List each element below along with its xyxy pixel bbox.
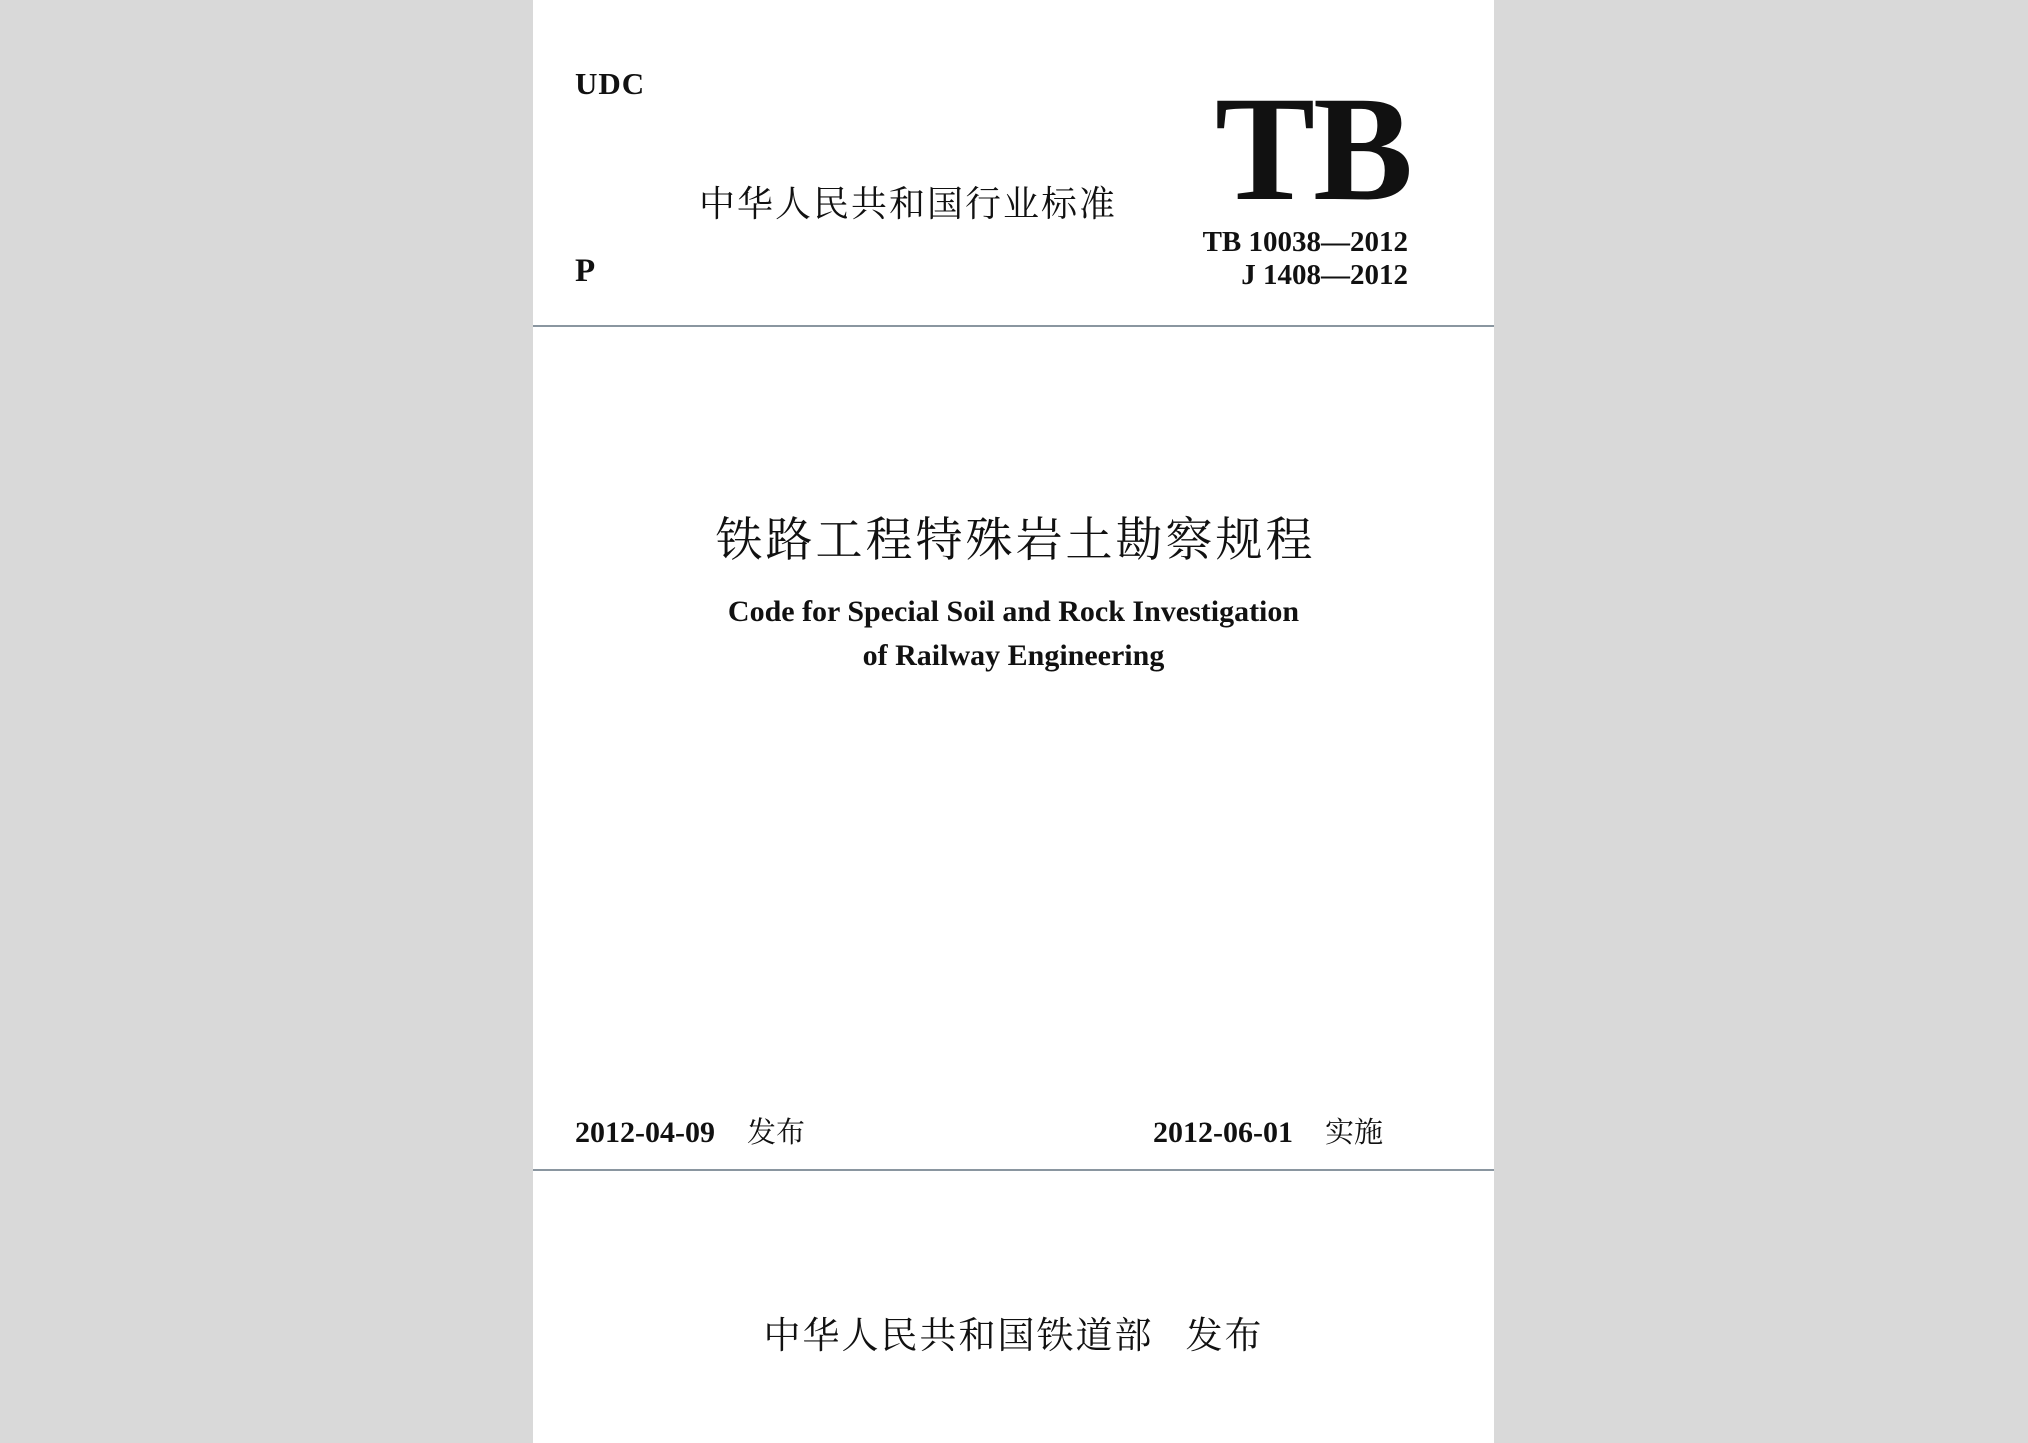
publisher-label: 发布 — [1185, 1314, 1264, 1357]
standard-number: TB 10038—2012 — [1202, 226, 1408, 258]
issue-date-row — [575, 1110, 805, 1151]
title-english — [533, 590, 1494, 678]
cover-page — [533, 0, 1494, 1443]
filing-number: J 1408—2012 — [1241, 259, 1408, 291]
tb-logo: TB — [1215, 66, 1412, 232]
issue-date: 2012-04-09 — [575, 1116, 715, 1149]
implement-label: 实施 — [1324, 1115, 1383, 1149]
classification-code: P — [575, 253, 596, 289]
title-english-line-2: of Railway Engineering — [862, 639, 1165, 672]
title-english-line-1: Code for Special Soil and Rock Investigation — [727, 595, 1300, 628]
issue-label: 发布 — [746, 1115, 805, 1149]
title-chinese: 铁路工程特殊岩土勘察规程 — [715, 513, 1316, 568]
implement-date: 2012-06-01 — [1153, 1116, 1293, 1149]
bottom-divider — [533, 1169, 1494, 1171]
publisher-name: 中华人民共和国铁道部 — [763, 1314, 1154, 1357]
publisher-line — [533, 1305, 1494, 1359]
udc-label: UDC — [575, 66, 646, 101]
top-divider — [533, 325, 1494, 327]
implement-date-row — [1153, 1110, 1383, 1151]
standard-numbers — [1203, 226, 1408, 292]
industry-standard-heading: 中华人民共和国行业标准 — [699, 184, 1118, 225]
